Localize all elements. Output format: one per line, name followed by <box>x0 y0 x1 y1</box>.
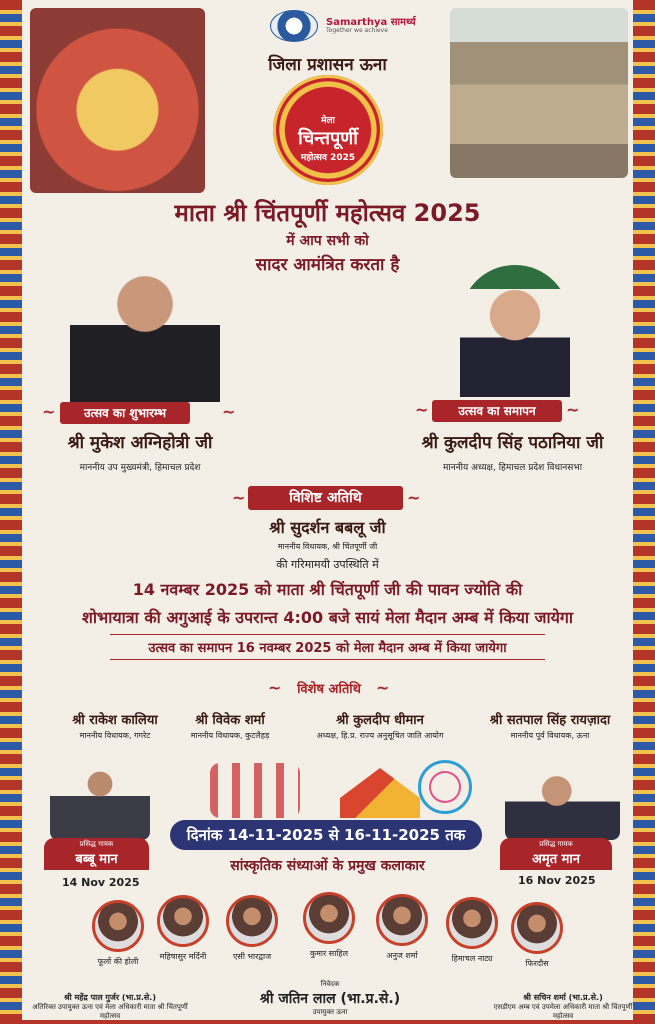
divider <box>110 634 545 635</box>
circus-tent-icon <box>340 768 420 818</box>
performer-photo <box>226 895 278 947</box>
himachal-emblem-icon <box>270 10 318 42</box>
performer-photo <box>303 892 355 944</box>
singer-badge: प्रसिद्ध गायक अमृत मान <box>500 838 612 870</box>
footer-center: निवेदक श्री जतिन लाल (भा.प्र.से.) उपायुक्त ऊना <box>259 980 401 1016</box>
tilde-ornament: ~ <box>376 678 390 697</box>
performer-photo <box>511 902 563 954</box>
closing-guest-name: श्री कुलदीप सिंह पठानिया जी <box>421 433 604 453</box>
singer-photo-right <box>505 770 620 840</box>
temple-photo <box>450 8 628 178</box>
folk-dancers-illustration <box>210 763 300 818</box>
artists-heading: सांस्कृतिक संध्याओं के प्रमुख कलाकार <box>230 858 425 874</box>
inauguration-banner: उत्सव का शुभारम्भ <box>60 402 190 424</box>
tilde-ornament: ~ <box>407 488 421 507</box>
special-guest: श्री राकेश कालिया माननीय विधायक, गगरेट <box>72 713 158 740</box>
tilde-ornament: ~ <box>232 488 246 507</box>
performer: कुमार साहिल <box>289 892 369 959</box>
performer-photo <box>157 895 209 947</box>
special-guest: श्री कुलदीप धीमान अध्यक्ष, हि.प्र. राज्य अनुसूचित जाति आयोग <box>316 713 444 740</box>
closing-guest-photo <box>460 265 570 397</box>
performer-photo <box>376 894 428 946</box>
singer-date: 16 Nov 2025 <box>518 874 596 887</box>
goddess-photo <box>30 8 205 193</box>
tilde-ornament: ~ <box>268 678 282 697</box>
event-line-1: 14 नवम्बर 2025 को माता श्री चिंतपूर्णी जी की पावन ज्योति की <box>132 580 523 599</box>
closing-line: उत्सव का समापन 16 नवम्बर 2025 को मेला मैदान अम्ब में किया जायेगा <box>148 641 507 656</box>
samarthya-logo: Samarthya सामर्थ्य Together we achieve <box>326 16 416 35</box>
chief-guest-name: श्री सुदर्शन बबलू जी <box>269 518 386 537</box>
divider <box>110 659 545 660</box>
footer-left: श्री महेंद्र पाल गुर्जर (भा.प्र.से.) अतिरिक्त उपायुक्त ऊना एवं मेला अधिकारी माता श्री चिंतपूर्णी महोत्सव <box>32 993 188 1020</box>
tilde-ornament: ~ <box>566 400 580 419</box>
presence-line: की गरिमामयी उपस्थिति में <box>276 558 379 571</box>
performer: महिषासुर मर्दिनी <box>143 895 223 962</box>
invite-line-1: में आप सभी को <box>286 233 369 249</box>
performer: फिरदौस <box>497 902 577 969</box>
chief-guest-designation: माननीय विधायक, श्री चिंतपूर्णी जी <box>277 542 378 551</box>
special-guest: श्री विवेक शर्मा माननीय विधायक, कुटलैहड़ <box>190 713 270 740</box>
singer-date: 14 Nov 2025 <box>62 876 140 889</box>
performer: अनुज शर्मा <box>362 894 442 961</box>
inaugurator-photo <box>70 262 220 402</box>
performer-photo <box>446 897 498 949</box>
performer-photo <box>92 900 144 952</box>
special-guests-title: विशेष अतिथि <box>297 682 361 697</box>
festival-seal: मेला चिन्तपूर्णी महोत्सव 2025 <box>273 75 383 185</box>
tilde-ornament: ~ <box>42 402 56 421</box>
closing-guest-designation: माननीय अध्यक्ष, हिमाचल प्रदेश विधानसभा <box>442 463 583 473</box>
chief-guest-banner: विशिष्ट अतिथि <box>248 486 403 510</box>
tilde-ornament: ~ <box>222 402 236 421</box>
inaugurator-name: श्री मुकेश अग्निहोत्री जी <box>67 433 213 453</box>
festival-title: माता श्री चिंतपूर्णी महोत्सव 2025 <box>174 199 481 227</box>
performer: एसी भारद्वाज <box>212 895 292 962</box>
invite-line-2: सादर आमंत्रित करता है <box>255 255 400 275</box>
singer-photo-left <box>50 760 150 840</box>
tilde-ornament: ~ <box>415 400 429 419</box>
closing-banner: उत्सव का समापन <box>432 400 562 422</box>
administration-heading: जिला प्रशासन ऊना <box>268 55 387 75</box>
logo-group <box>270 10 416 42</box>
event-line-2: शोभायात्रा की अगुआई के उपरान्त 4:00 बजे सायं मेला मैदान अम्ब में किया जायेगा <box>81 608 574 627</box>
footer-right: श्री सचिन शर्मा (भा.प्र.से.) एसडीएम अम्ब एवं उपमेला अधिकारी माता श्री चिंतपूर्णी महोत्सव <box>493 993 633 1020</box>
performer: फूलों की होली <box>78 900 158 967</box>
special-guest: श्री सतपाल सिंह रायज़ादा माननीय पूर्व विधायक, ऊना <box>489 713 611 740</box>
festival-dates: दिनांक 14-11-2025 से 16-11-2025 तक <box>170 820 482 850</box>
singer-badge: प्रसिद्ध गायक बब्बू मान <box>44 838 149 870</box>
ferris-wheel-icon <box>418 760 472 814</box>
inaugurator-designation: माननीय उप मुख्यमंत्री, हिमाचल प्रदेश <box>79 463 201 473</box>
performer: हिमाचल नाट्य <box>432 897 512 964</box>
